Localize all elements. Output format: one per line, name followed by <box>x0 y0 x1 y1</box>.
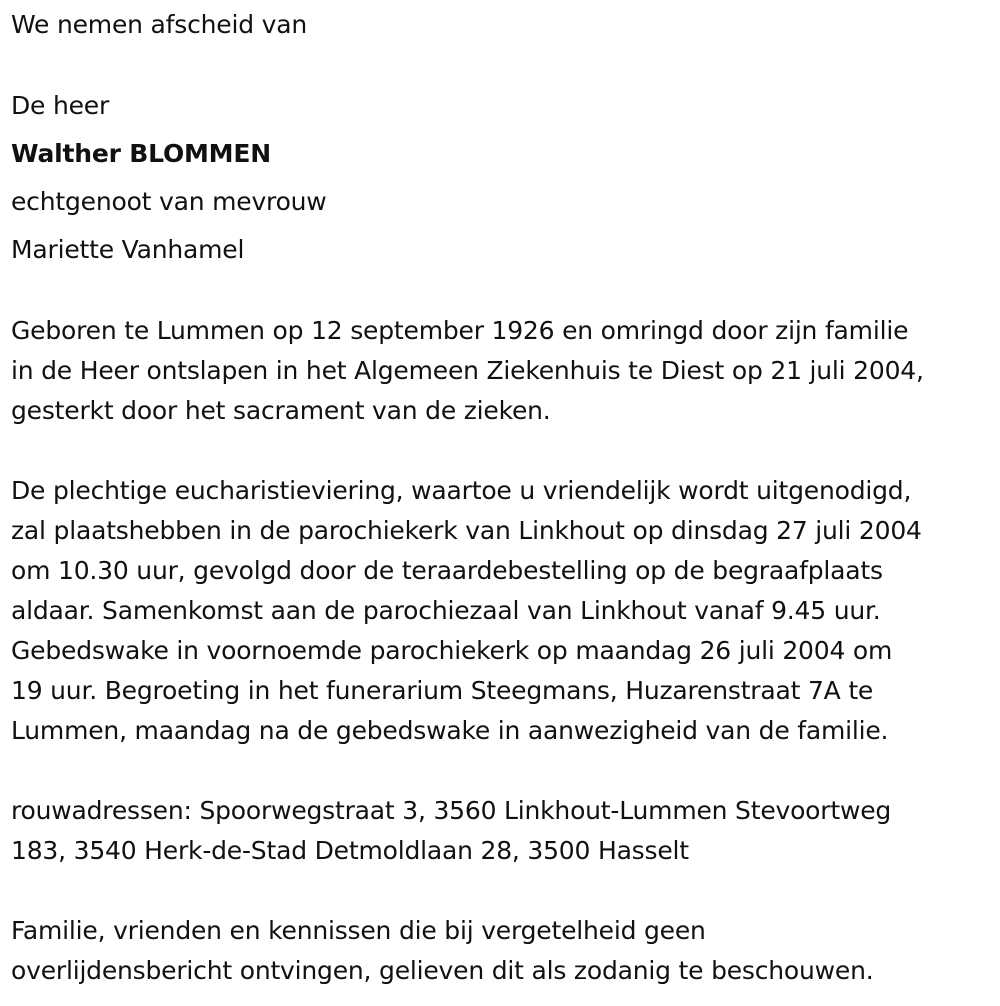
paragraph-line: 183, 3540 Herk-de-Stad Detmoldlaan 28, 3500 Hasselt <box>11 836 689 865</box>
closing-paragraph <box>11 911 996 991</box>
funeral-service-paragraph <box>11 471 996 751</box>
birth-death-paragraph <box>11 311 996 431</box>
spouse-name: Mariette Vanhamel <box>11 235 245 264</box>
paragraph-line: overlijdensbericht ontvingen, gelieven dit als zodanig te beschouwen. <box>11 956 874 985</box>
paragraph-line: Lummen, maandag na de gebedswake in aanwezigheid van de familie. <box>11 716 889 745</box>
paragraph-line: in de Heer ontslapen in het Algemeen Ziekenhuis te Diest op 21 juli 2004, <box>11 356 924 385</box>
paragraph-line: zal plaatshebben in de parochiekerk van Linkhout op dinsdag 27 juli 2004 <box>11 516 922 545</box>
relation-text: echtgenoot van mevrouw <box>11 187 327 216</box>
paragraph-line: Familie, vrienden en kennissen die bij vergetelheid geen <box>11 916 706 945</box>
deceased-name: Walther BLOMMEN <box>11 139 271 168</box>
paragraph-line: 19 uur. Begroeting in het funerarium Steegmans, Huzarenstraat 7A te <box>11 676 874 705</box>
honorific-title: De heer <box>11 91 110 120</box>
mourning-addresses-paragraph <box>11 791 996 871</box>
intro-text: We nemen afscheid van <box>11 10 307 39</box>
paragraph-line: Gebedswake in voornoemde parochiekerk op maandag 26 juli 2004 om <box>11 636 893 665</box>
paragraph-line: aldaar. Samenkomst aan de parochiezaal van Linkhout vanaf 9.45 uur. <box>11 596 881 625</box>
paragraph-line: Geboren te Lummen op 12 september 1926 en omringd door zijn familie <box>11 316 909 345</box>
paragraph-line: De plechtige eucharistieviering, waartoe u vriendelijk wordt uitgenodigd, <box>11 476 912 505</box>
paragraph-line: om 10.30 uur, gevolgd door de teraardebestelling op de begraafplaats <box>11 556 883 585</box>
paragraph-line: gesterkt door het sacrament van de zieken. <box>11 396 551 425</box>
paragraph-line: rouwadressen: Spoorwegstraat 3, 3560 Linkhout-Lummen Stevoortweg <box>11 796 892 825</box>
